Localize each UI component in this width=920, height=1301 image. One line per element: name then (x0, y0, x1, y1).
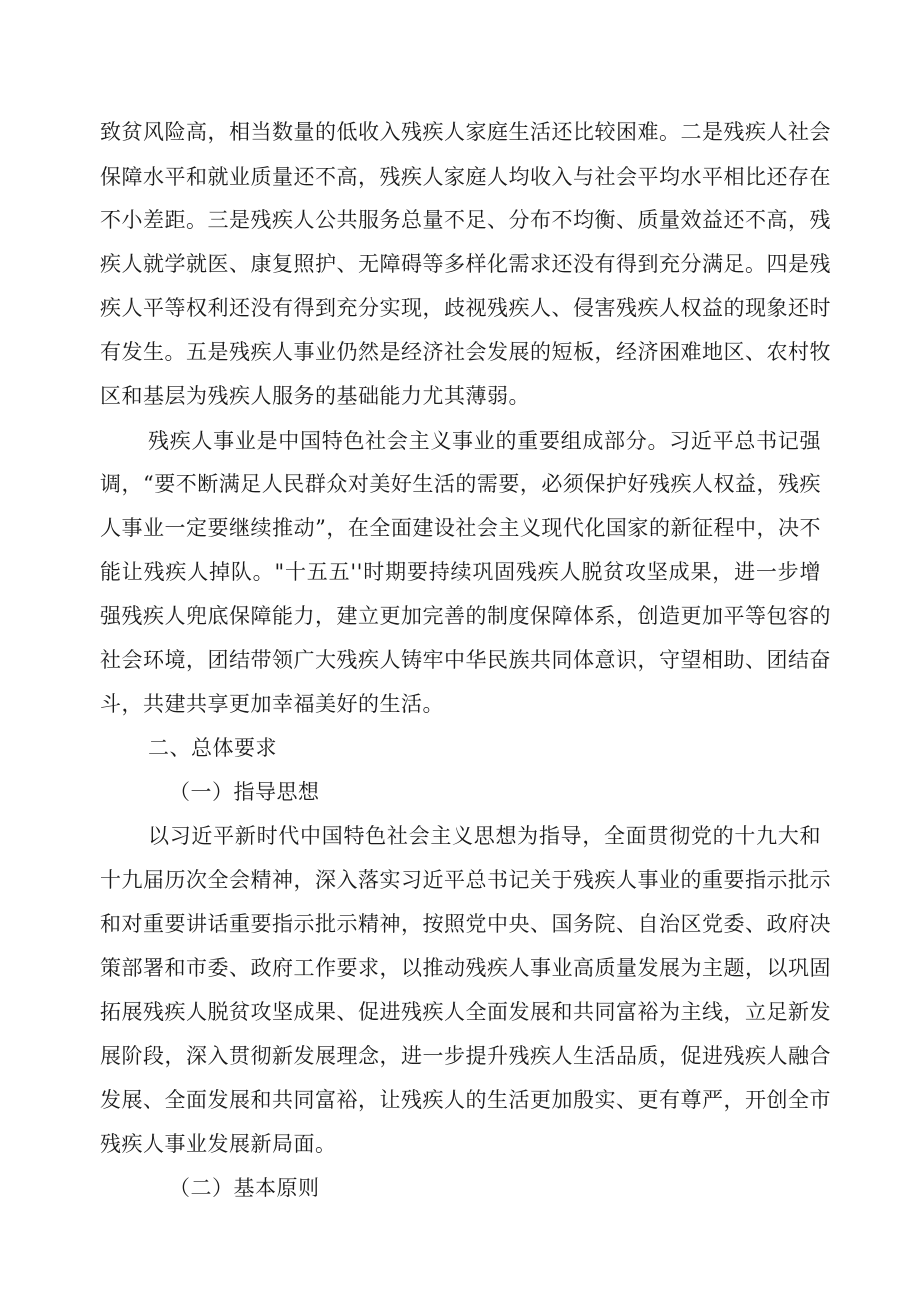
text-line: 残疾人事业是中国特色社会主义事业的重要组成部分。习近平总书记强 (148, 429, 821, 453)
subsection-heading: （二）基本原则 (169, 1176, 320, 1200)
text-line: 展阶段，深入贯彻新发展理念，进一步提升残疾人生活品质，促进残疾人融合 (100, 1044, 831, 1068)
text-line: 人事业一定要继续推动”，在全面建设社会主义现代化国家的新征程中，决不 (100, 516, 821, 540)
text-line: 有发生。五是残疾人事业仍然是经济社会发展的短板，经济困难地区、农村牧 (100, 340, 831, 364)
text-line: 致贫风险高，相当数量的低收入残疾人家庭生活还比较困难。二是残疾人社会 (100, 120, 831, 144)
text-line: 不小差距。三是残疾人公共服务总量不足、分布不均衡、质量效益还不高，残 (100, 208, 831, 232)
text-line: 斗，共建共享更加幸福美好的生活。 (100, 692, 444, 716)
text-line: 发展、全面发展和共同富裕，让残疾人的生活更加殷实、更有尊严，开创全市 (100, 1088, 831, 1112)
text-line: 拓展残疾人脱贫攻坚成果、促进残疾人全面发展和共同富裕为主线，立足新发 (100, 1000, 831, 1024)
text-line: 疾人就学就医、康复照护、无障碍等多样化需求还没有得到充分满足。四是残 (100, 252, 831, 276)
text-line: 强残疾人兜底保障能力，建立更加完善的制度保障体系，创造更加平等包容的 (100, 604, 831, 628)
text-line: 保障水平和就业质量还不高，残疾人家庭人均收入与社会平均水平相比还存在 (100, 165, 831, 189)
text-line: 能让残疾人掉队。"十五五''时期要持续巩固残疾人脱贫攻坚成果，进一步增 (100, 560, 821, 584)
subsection-heading: （一）指导思想 (169, 780, 320, 804)
text-line: 十九届历次全会精神，深入落实习近平总书记关于残疾人事业的重要指示批示 (100, 868, 831, 892)
text-line: 区和基层为残疾人服务的基础能力尤其薄弱。 (100, 384, 530, 408)
text-line: 策部署和市委、政府工作要求，以推动残疾人事业高质量发展为主题，以巩固 (100, 956, 831, 980)
text-line: 疾人平等权利还没有得到充分实现，歧视残疾人、侵害残疾人权益的现象还时 (100, 296, 831, 320)
text-line: 和对重要讲话重要指示批示精神，按照党中央、国务院、自治区党委、政府决 (100, 912, 831, 936)
text-line: 社会环境，团结带领广大残疾人铸牢中华民族共同体意识，守望相助、团结奋 (100, 648, 831, 672)
section-heading: 二、总体要求 (148, 736, 277, 760)
text-line: 残疾人事业发展新局面。 (100, 1132, 337, 1156)
text-line: 以习近平新时代中国特色社会主义思想为指导，全面贯彻党的十九大和 (148, 824, 821, 848)
text-line: 调，“要不断满足人民群众对美好生活的需要，必须保护好残疾人权益，残疾 (100, 472, 821, 496)
